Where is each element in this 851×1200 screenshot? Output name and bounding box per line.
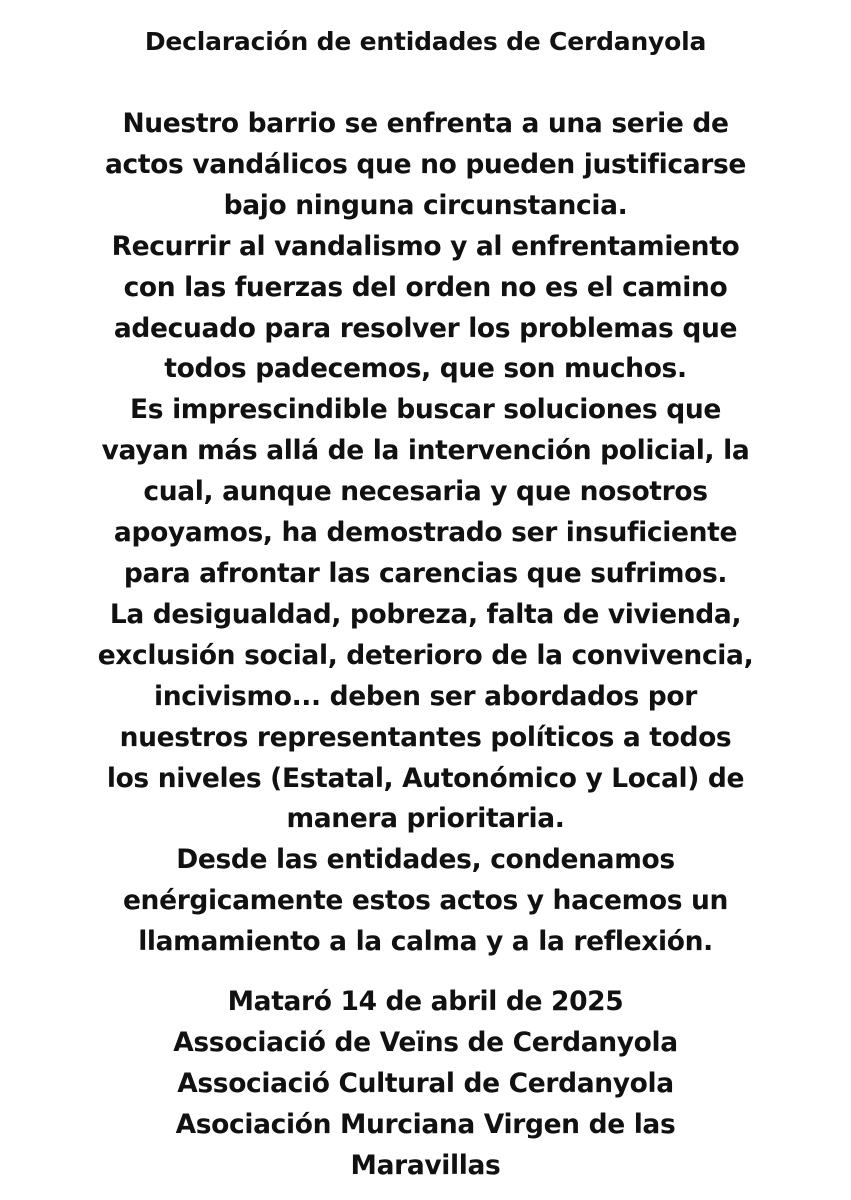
body-line: La desigualdad, pobreza, falta de vivienda, xyxy=(109,598,742,630)
document-title: Declaración de entidades de Cerdanyola xyxy=(144,27,707,56)
body-line: nuestros representantes políticos a todos xyxy=(119,721,732,753)
body-line: para afrontar las carencias que sufrimos. xyxy=(123,557,728,589)
body-line: incivismo... deben ser abordados por xyxy=(154,680,697,712)
body-line: apoyamos, ha demostrado ser insuficiente xyxy=(113,517,738,549)
body-line: bajo ninguna circunstancia. xyxy=(223,189,628,221)
body-line: Es imprescindible buscar soluciones que xyxy=(130,394,721,426)
date-line: Mataró 14 de abril de 2025 xyxy=(227,986,624,1017)
signatory-line: Associació de Veïns de Cerdanyola xyxy=(173,1026,678,1058)
body-line: exclusión social, deterioro de la convivencia, xyxy=(97,639,754,671)
signature-block xyxy=(0,982,851,1187)
body-line: Recurrir al vandalismo y al enfrentamiento xyxy=(111,230,740,262)
body-line: manera prioritaria. xyxy=(286,803,565,835)
body-line: llamamiento a la calma y a la reflexión. xyxy=(138,926,713,958)
body-line: Desde las entidades, condenamos xyxy=(176,844,675,876)
body-line: los niveles (Estatal, Autonómico y Local) de xyxy=(106,762,745,794)
body-line: vayan más allá de la intervención policial, la xyxy=(101,435,750,467)
body-line: adecuado para resolver los problemas que xyxy=(113,312,738,344)
signatory-line: Maravillas xyxy=(350,1149,501,1181)
body-line: Nuestro barrio se enfrenta a una serie de xyxy=(122,108,729,139)
declaration-body xyxy=(0,104,851,963)
body-line: actos vandálicos que no pueden justificarse xyxy=(104,148,747,180)
signatory-line: Associació Cultural de Cerdanyola xyxy=(177,1067,674,1099)
signatory-line: Asociación Murciana Virgen de las xyxy=(175,1108,676,1140)
body-line: cual, aunque necesaria y que nosotros xyxy=(143,476,708,508)
body-line: con las fuerzas del orden no es el camino xyxy=(123,271,728,303)
body-line: enérgicamente estos actos y hacemos un xyxy=(122,885,729,917)
body-line: todos padecemos, que son muchos. xyxy=(164,353,687,385)
